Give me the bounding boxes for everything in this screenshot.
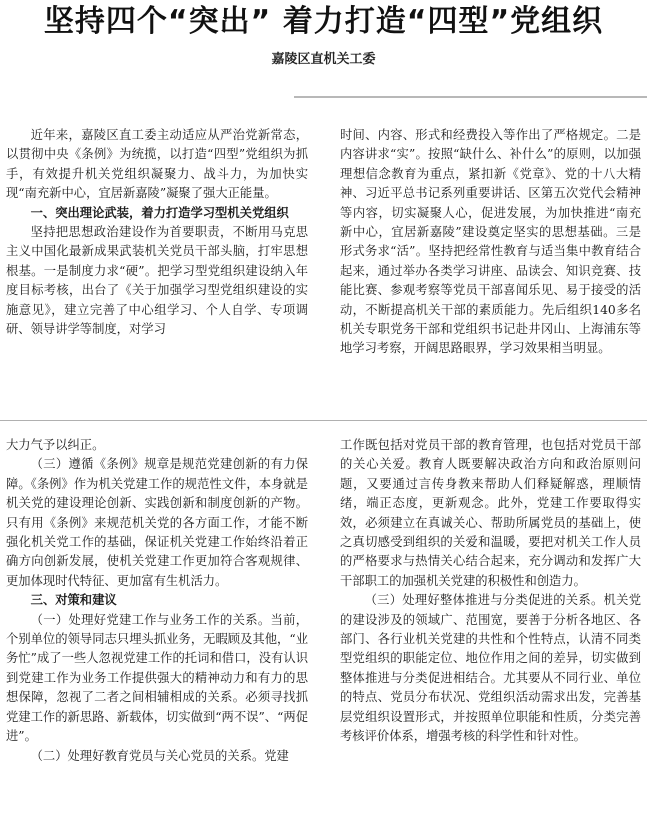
- top-rule: [294, 96, 647, 98]
- continued-text: 大力气予以纠正。: [6, 438, 105, 452]
- subsection-3-3: （三）处理好整体推进与分类促进的关系。机关党的建设涉及的领域广、范围宽，要善于分析各地区、各部门、各行业机关党建的共性和个性特点，认清不同类型党组织的职能定位、地位作用之间的差异，切实做到整体推进与分类促进相结合。尤其要从不同行业、单位的特点、党员分布状况、党组织活动需求出发，完善基层党组织设置形式，并按照单位职能和性质，分类完善考核评价体系，增强考核的科学性和针对性。: [340, 593, 641, 744]
- subsection-3-2: （二）处理好教育党员与关心党员的关系。党建: [30, 748, 289, 763]
- upper-right-column: [340, 126, 641, 359]
- section-heading-3: 三、对策和建议: [30, 593, 117, 608]
- article-title: 坚持四个“突出” 着力打造“四型”党组织: [43, 4, 604, 39]
- subsection-3-1: （一）处理好党建工作与业务工作的关系。当前，个别单位的领导同志只埋头抓业务，无暇顾及其他，“业务忙”成了一些人忽视党建工作的托词和借口，没有认识到党建工作为业务工作提供强大的精神动力和有力的思想保障，忽视了二者之间相辅相成的关系。必须寻找抓党建工作的新思路、新载体，切实做到“两不误”、“两促进”。: [6, 612, 308, 744]
- subsection-2-3: （三）遵循《条例》规章是规范党建创新的有力保障。《条例》作为机关党建工作的规范性文件，本身就是机关党的建设理论创新、实践创新和制度创新的产物。只有用《条例》来规范机关党的各方面工作，才能不断强化机关党工作的基础，保证机关党建工作始终沿着正确方向创新发展，使机关党建工作更加符合客观规律、更加体现时代特征、更加富有生机活力。: [6, 457, 308, 588]
- intro-paragraph: 近年来，嘉陵区直工委主动适应从严治党新常态，以贯彻中央《条例》为统揽，以打造“四型”党组织为抓手，有效提升机关党组织凝聚力、战斗力，为加快实现“南充新中心，宜居新嘉陵”凝聚了强大正能量。: [6, 128, 308, 201]
- article-author: 嘉陵区直机关工委: [271, 52, 376, 67]
- upper-left-column: [6, 126, 308, 339]
- section-heading-1: 一、突出理论武装，着力打造学习型机关党组织: [30, 205, 289, 220]
- section-1-paragraph: 坚持把思想政治建设作为首要职责，不断用马克思主义中国化最新成果武装机关党员干部头脑，打牢思想根基。一是制度力求“硬”。把学习型党组织建设纳入年度目标考核，出台了《关于加强学习型党组织建设的实施意见》，建立完善了中心组学习、个人自学、专项调研、领导讲学等制度，对学习: [6, 225, 308, 337]
- middle-rule: [0, 420, 647, 421]
- lower-right-column: [340, 436, 641, 747]
- subsection-3-2-continued: 工作既包括对党员干部的教育管理，也包括对党员干部的关心关爱。教育人既要解决政治方向和政治原则问题，又要通过言传身教来帮助人们释疑解惑，理顺情绪，端正态度，更新观念。此外，党建工作要取得实效，必须建立在真诚关心、帮助所属党员的基础上，使之真切感受到组织的关爱和温暖，要把对机关工作人员的严格要求与热情关心结合起来，充分调动和发挥广大干部职工的加强机关党建的积极性和创造力。: [340, 438, 641, 588]
- lower-left-column: [6, 436, 308, 766]
- section-1-continued: 时间、内容、形式和经费投入等作出了严格规定。二是内容讲求“实”。按照“缺什么、补什么”的原则，以加强理想信念教育为重点，紧扣新《党章》、党的十八大精神、习近平总书记系列重要讲话、区第五次党代会精神等内容，切实凝聚人心，促进发展，为加快推进“南充新中心，宜居新嘉陵”建设奠定坚实的思想基础。三是形式务求“活”。坚持把经常性教育与适当集中教育结合起来，通过举办各类学习讲座、品读会、知识竞赛、技能比赛、参观考察等党员干部喜闻乐见、易于接受的活动，不断提高机关干部的素质能力。先后组织140多名机关专职党务干部和党组织书记赴井冈山、上海浦东等地学习考察，开阔思路眼界，学习效果相当明显。: [340, 128, 641, 356]
